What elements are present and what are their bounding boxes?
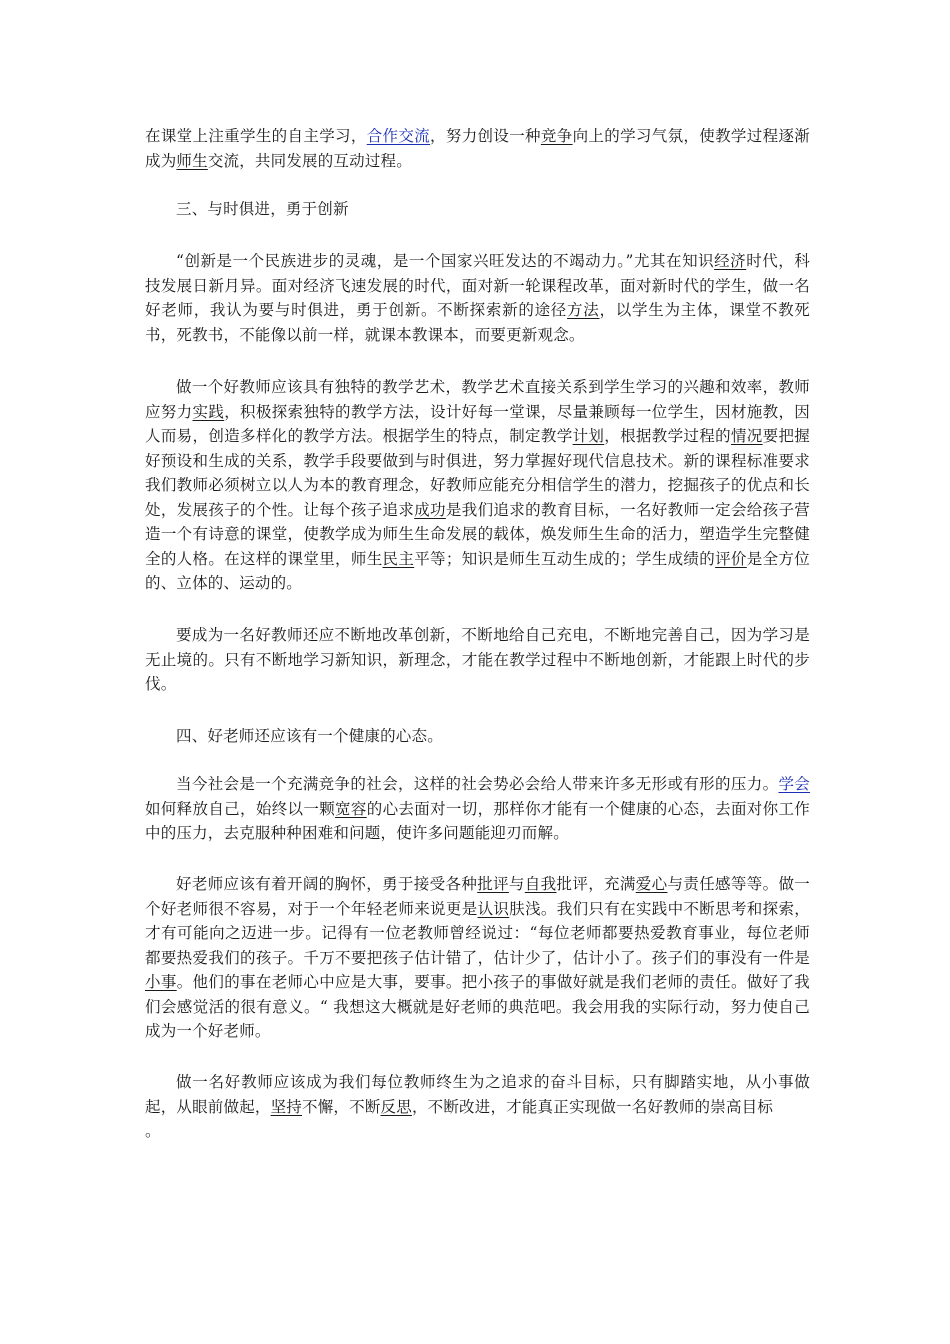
text-span: 是我们追求的教育目标，一名好教师一定会给孩子营造一个有诗意的课堂，使教学成为师生生命发展的载体，焕发师生生命的活力，塑造学生完整健全的人格。在这样的课堂里，师生	[145, 500, 811, 568]
link-evaluation[interactable]: 评价	[715, 549, 747, 568]
link-teacher-student[interactable]: 师生	[176, 151, 208, 170]
link-tolerance[interactable]: 宽容	[335, 799, 367, 818]
link-plan[interactable]: 计划	[572, 427, 605, 445]
text-span: ，不断改进，才能真正实现做一名好教师的崇高目标	[411, 1097, 774, 1116]
paragraph-4: 要成为一名好教师还应不断地改革创新，不断地给自己充电，不断地完善自己，因为学习是无止境的。只有不断地学习新知识，新理念，才能在教学过程中不断地创新，才能跟上时代的步伐。	[145, 626, 810, 693]
paragraph-7	[145, 1070, 810, 1144]
text-span: ，努力创设一种	[430, 127, 541, 145]
text-span: 平等；知识是师生互动生成的；学生成绩的	[414, 549, 716, 568]
text-span: 如何释放自己，始终以一颗	[145, 799, 336, 818]
paragraph-2	[145, 249, 810, 347]
text-span: 时代，科技发展日新月异。面对经济飞速发展的时代，面对新一轮课程改革，面对新时代的学生，做一名好老师，我认为要与时俱进，勇于创新。不断探索新的途径	[145, 252, 810, 319]
text-span: 肤浅。我们只有在实践中不断思考和探索，才有可能向之迈进一步。记得有一位老教师曾经说过：“每位老师都要热爱教育事业，每位老师都要热爱我们的孩子。千万不要把孩子估计错了，估计少了，估计小了。孩子们的事没有一件是	[145, 899, 811, 967]
link-learn[interactable]: 学会	[778, 775, 810, 793]
link-understanding[interactable]: 认识	[477, 899, 510, 918]
paragraph-3	[145, 375, 810, 596]
text-span: ，以学生为主体，课堂不教死书，死教书，不能像以前一样，就课本教课本，而要更新观念。	[145, 301, 811, 344]
section-heading-3: 三、与时俱进，勇于创新	[176, 200, 349, 218]
text-span: 做一个好教师应该具有独特的教学艺术，教学艺术直接关系到学生学习的兴趣和效率，教师应努力	[145, 378, 810, 421]
text-span: 是全方位的、立体的、运动的。	[145, 549, 810, 592]
paragraph-5	[145, 772, 810, 846]
paragraph-1	[145, 124, 810, 173]
text-span: 交流，共同发展的互动过程。	[207, 151, 412, 170]
paragraph-6	[145, 872, 810, 1044]
link-success[interactable]: 成功	[414, 500, 446, 519]
link-small-matter[interactable]: 小事	[145, 973, 177, 991]
text-span: 好老师应该有着开阔的胸怀，勇于接受各种	[176, 875, 478, 893]
text-span: 要把握好预设和生成的关系，教学手段要做到与时俱进，努力掌握好现代信息技术。新的课程标准要求我们教师必须树立以人为本的教育理念，好教师应能充分相信学生的潜力，挖掘孩子的优点和长处，发展孩子的个性。让每个孩子追求	[145, 427, 810, 519]
text-span: ，根据教学过程的	[604, 427, 731, 445]
text-span: 批评，充满	[556, 875, 636, 893]
link-persist[interactable]: 坚持	[270, 1097, 303, 1116]
text-span: 与责任感等等。做一个好老师很不容易，对于一个年轻老师来说更是	[145, 875, 811, 918]
link-criticism[interactable]: 批评	[477, 875, 509, 893]
text-span: “创新是一个民族进步的灵魂，是一个国家兴旺发达的不竭动力。”尤其在知识	[176, 252, 715, 270]
link-democracy[interactable]: 民主	[382, 549, 415, 568]
text-span: 。	[145, 1122, 161, 1140]
text-span: ，积极探索独特的教学方法，设计好每一堂课，尽量兼顾每一位学生，因材施教，因人而易，创造多样化的教学方法。根据学生的特点，制定教学	[145, 402, 811, 445]
link-cooperation-exchange[interactable]: 合作交流	[366, 127, 431, 145]
link-practice[interactable]: 实践	[192, 402, 225, 421]
text-span: 向上的学习气氛，使教学过程逐渐成为	[145, 127, 810, 170]
link-situation[interactable]: 情况	[730, 427, 763, 445]
link-love[interactable]: 爱心	[635, 875, 668, 893]
link-self[interactable]: 自我	[524, 875, 557, 893]
text-span: 。他们的事在老师心中应是大事，要事。把小孩子的事做好就是我们老师的责任。做好了我们会感觉活的很有意义。“ 我想这大概就是好老师的典范吧。我会用我的实际行动，努力使自己成为一个好老师。	[145, 973, 810, 1040]
text-span: 做一名好教师应该成为我们每位教师终生为之追求的奋斗目标，只有脚踏实地，从小事做起，从眼前做起，	[145, 1073, 810, 1116]
section-heading-4: 四、好老师还应该有一个健康的心态。	[176, 727, 443, 745]
link-competition[interactable]: 竞争	[540, 127, 573, 145]
text-span: 不懈，不断	[302, 1097, 381, 1116]
text-span: 的心去面对一切，那样你才能有一个健康的心态，去面对你工作中的压力，去克服种种困难和问题，使许多问题能迎刃而解。	[145, 799, 811, 842]
link-method[interactable]: 方法	[567, 301, 600, 319]
text-span: 在课堂上注重学生的自主学习，	[145, 127, 367, 145]
text-span: 当今社会是一个充满竞争的社会，这样的社会势必会给人带来许多无形或有形的压力。	[176, 775, 779, 793]
link-economy[interactable]: 经济	[714, 252, 747, 270]
link-reflect[interactable]: 反思	[380, 1097, 412, 1116]
text-span: 与	[508, 875, 525, 893]
